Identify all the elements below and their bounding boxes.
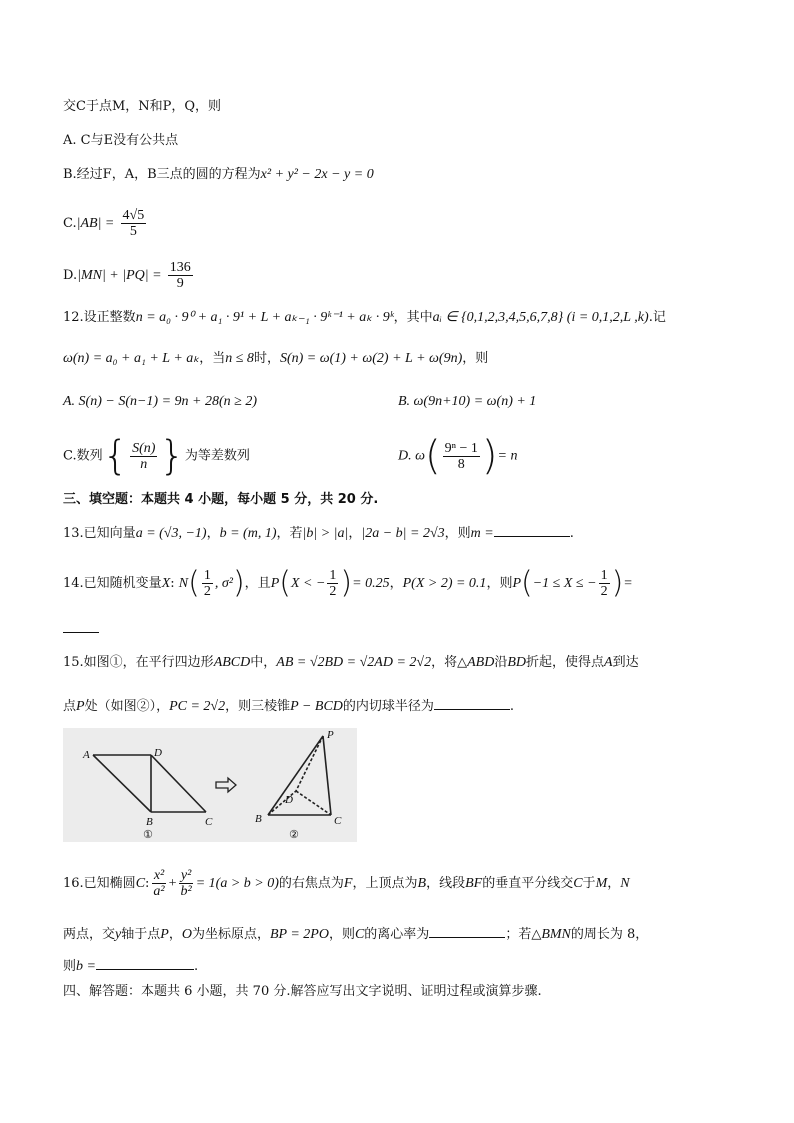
q16-eccentricity-blank xyxy=(429,923,505,938)
q12-line2: ω(n) = a₀ + a₁ + L + aₖ，当n ≤ 8时，S(n) = ω(1) + ω(2) + L + ω(9n)，则 xyxy=(63,351,489,366)
fig2-caption: ② xyxy=(289,828,299,841)
fig2-label-p: P xyxy=(327,729,334,741)
q15-line1: 15.如图①，在平行四边形ABCD中，AB = √2BD = √2AD = 2√2，将△ABD沿BD折起，使得点A到达 xyxy=(63,655,639,670)
fig2-label-b: B xyxy=(255,813,262,825)
q12-line1: 12.设正整数n = a₀ · 9⁰ + a₁ · 9¹ + L + aₖ₋₁ · 9ᵏ⁻¹ + aₖ · 9ᵏ，其中aᵢ ∈ {0,1,2,3,4,5,6,7,8} (i = 0,1,2,L ,k).记 xyxy=(63,310,666,325)
q11-option-d: D.|MN| + |PQ| = $\frac{136}{9}$ xyxy=(63,260,191,291)
q13: 13.已知向量a = (√3, −1)，b = (m, 1)，若|b| > |a|，|2a − b| = 2√3，则m = . xyxy=(63,522,574,543)
q15-answer-blank xyxy=(434,695,510,710)
q12-option-d: D. ω( $\frac{\text{9ⁿ − 1}}{8}$ )= n xyxy=(398,433,518,479)
fig1-label-d: D xyxy=(154,747,162,759)
tetrahedron-diagram xyxy=(268,736,331,815)
q15-line2: 点P处（如图②），PC = 2√2，则三棱锥P − BCD的内切球半径为 . xyxy=(63,695,514,716)
q16-b-blank xyxy=(96,955,194,970)
parallelogram-diagram xyxy=(93,755,206,812)
q16-line3: 则b = . xyxy=(63,955,198,976)
section-3-heading: 三、填空题：本题共 4 小题，每小题 5 分，共 20 分. xyxy=(63,492,379,507)
fig2-label-d: D xyxy=(285,794,293,806)
fig1-label-b: B xyxy=(146,816,153,828)
q11-option-a: A. C与E没有公共点 xyxy=(63,133,179,148)
q16-line2: 两点，交y轴于点P，O为坐标原点，BP = 2PO，则C的离心率为 ；若△BMN的周长为 8， xyxy=(63,923,648,944)
q14: 14.已知随机变量X: N( $\frac{1}{2}$ , σ²)，且P(X < − $\frac{1}{2}$ )= 0.25，P(X > 2) = 0.1，则P(−1 ≤ X ≤ − $\frac{1}{2}$ )= xyxy=(63,565,633,601)
q11-option-b: B.经过F，A，B三点的圆的方程为x² + y² − 2x − y = 0 xyxy=(63,167,374,182)
fig2-label-c: C xyxy=(334,815,342,827)
q16-line1: 16.已知椭圆C: $\frac{\text{x²}}{\text{a²}}$ + $\frac{\text{y²}}{\text{b²}}$ = 1(a > b > 0)的右焦点为F，上顶点为B，线段BF的垂直平分线交C于M，N xyxy=(63,868,630,899)
fig1-label-a: A xyxy=(83,749,90,761)
arrow-icon xyxy=(216,778,236,792)
q13-answer-blank xyxy=(494,522,570,537)
q15-figure xyxy=(63,728,357,842)
fig1-caption: ① xyxy=(143,828,153,841)
q12-option-a: A. S(n) − S(n−1) = 9n + 28(n ≥ 2) xyxy=(63,394,257,409)
fig1-label-c: C xyxy=(205,816,213,828)
q12-option-b: B. ω(9n+10) = ω(n) + 1 xyxy=(398,394,537,409)
q14-answer-blank-line xyxy=(63,618,99,639)
q12-option-c: C.数列{ $\frac{S(n)}{n}$ }为等差数列 xyxy=(63,433,250,479)
section-4-heading: 四、解答题：本题共 6 小题，共 70 分.解答应写出文字说明、证明过程或演算步骤. xyxy=(63,984,542,999)
q11-option-c: C.|AB| = $\frac{4√5}{5}$ xyxy=(63,208,145,239)
q15-figure-svg xyxy=(63,728,357,842)
q11-stem-tail: 交C于点M，N和P，Q，则 xyxy=(63,99,222,114)
